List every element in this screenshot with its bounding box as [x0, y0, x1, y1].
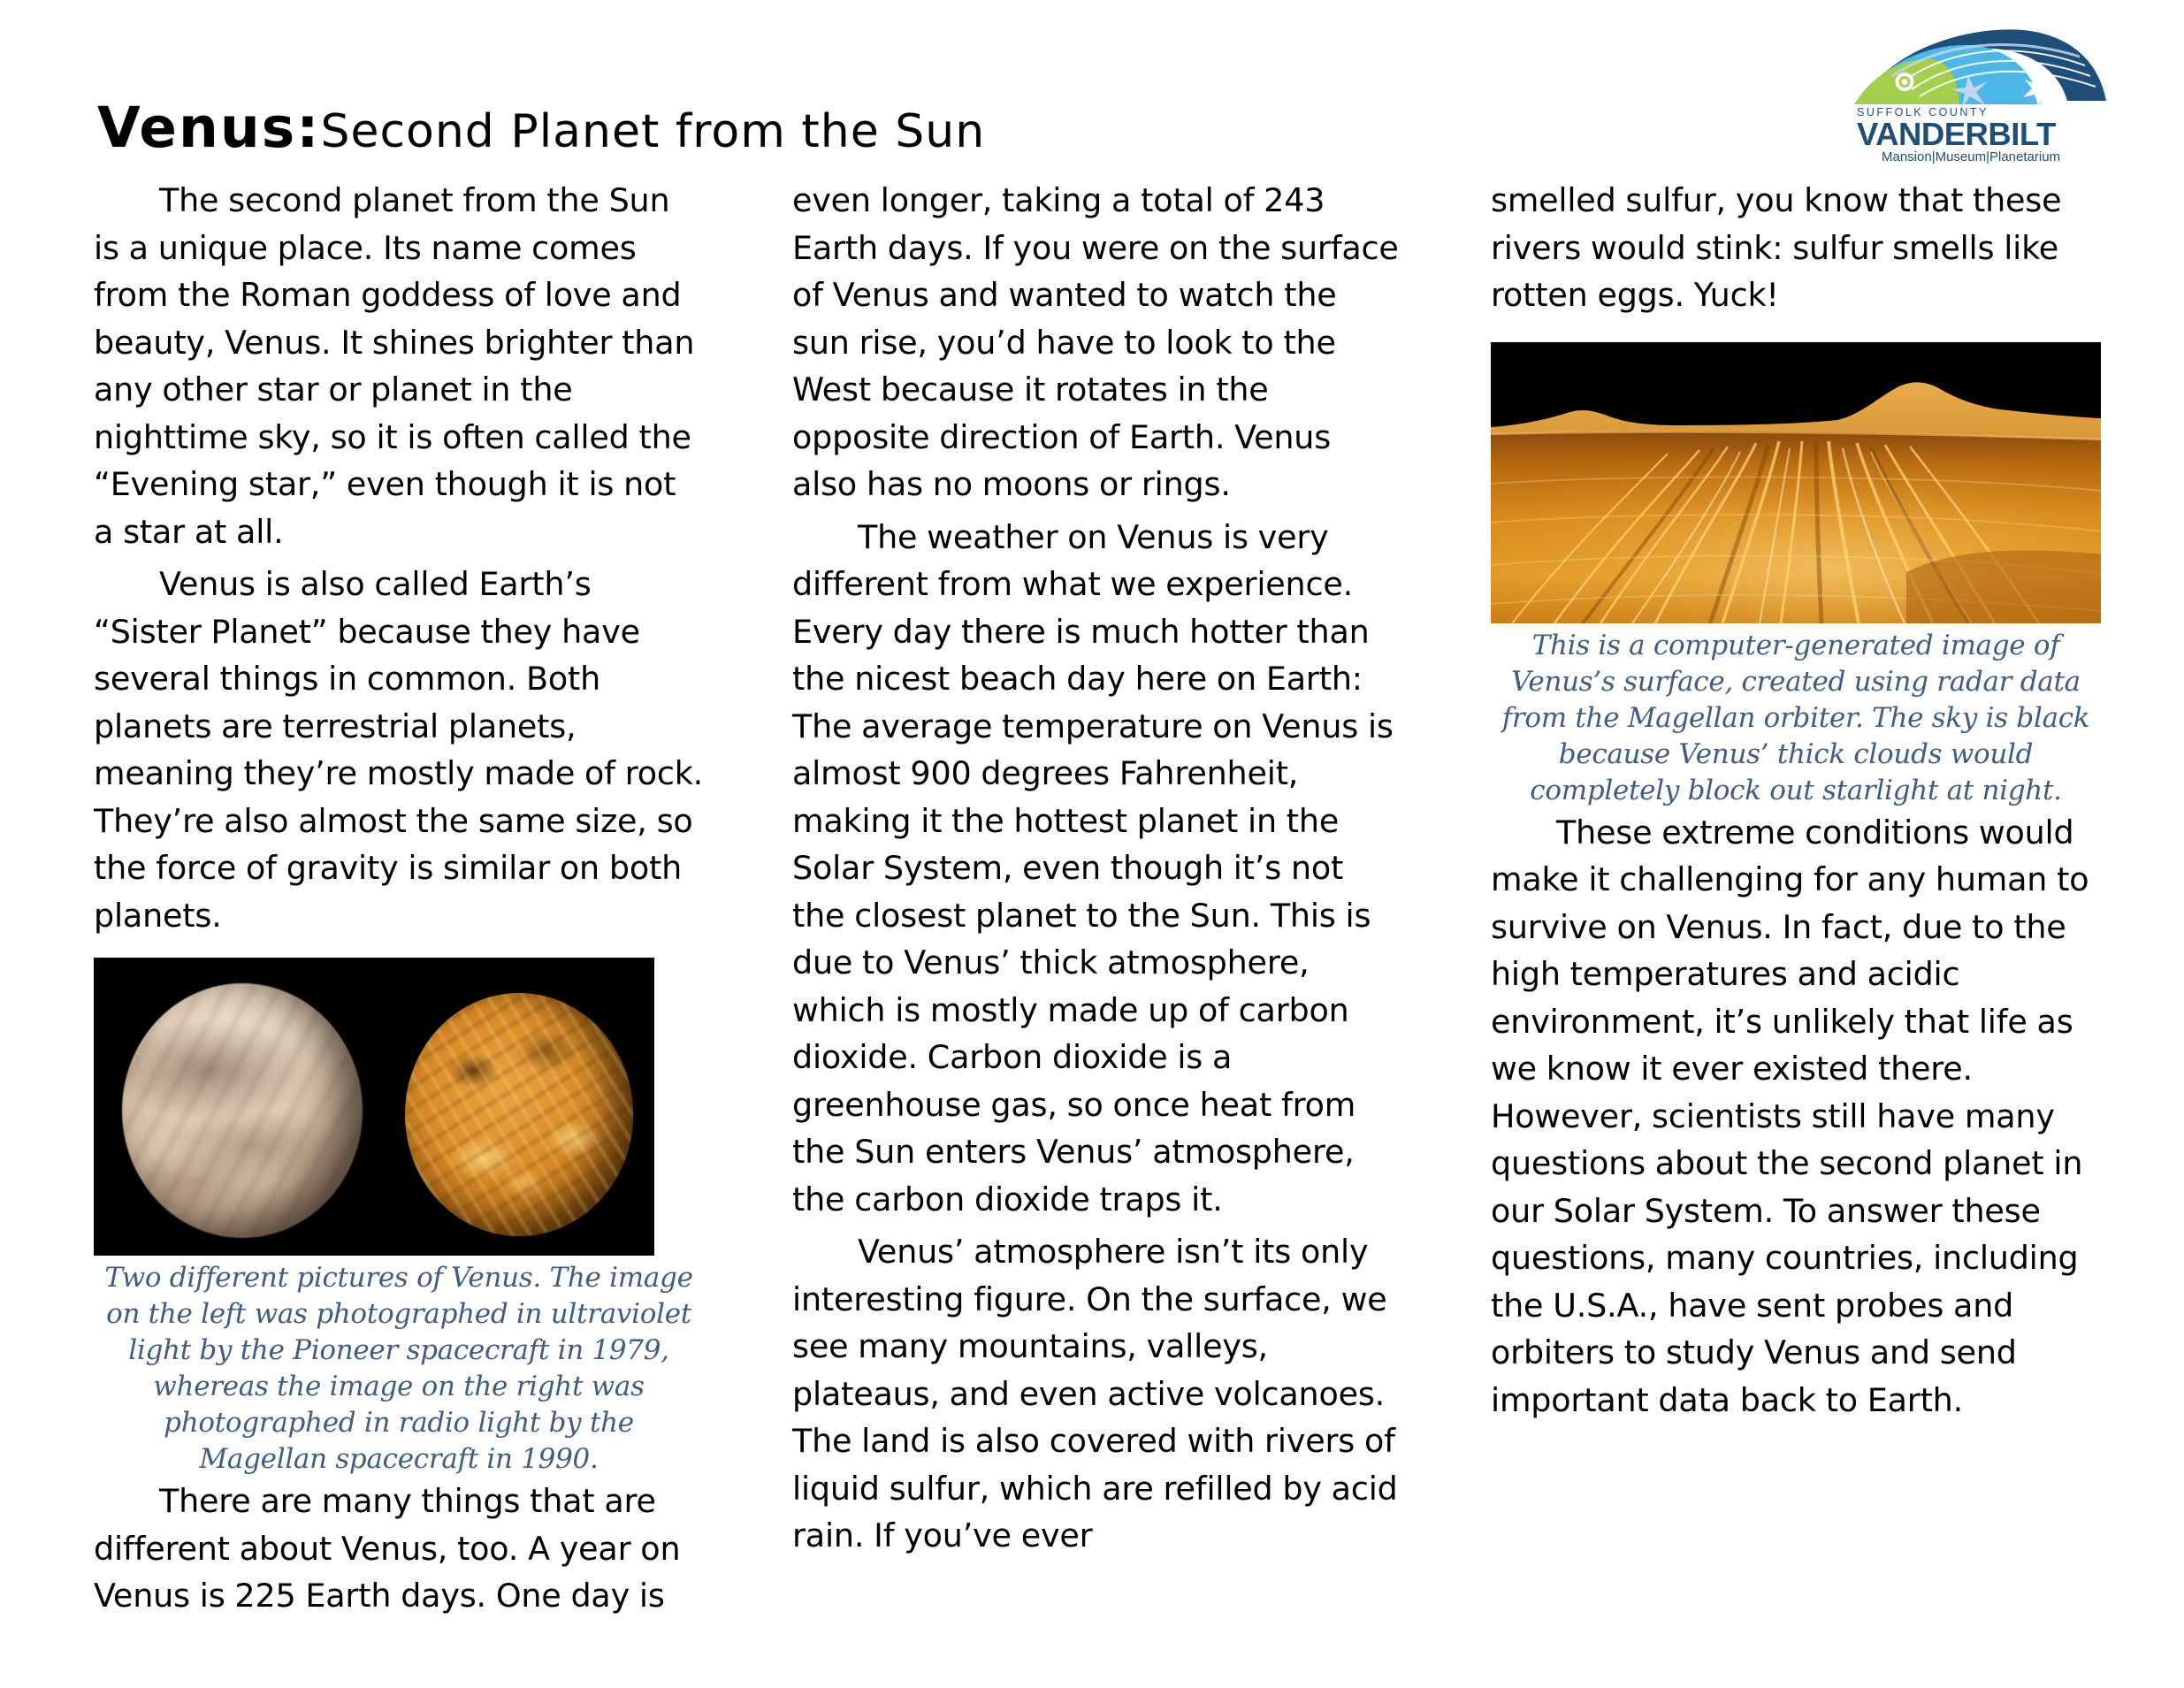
page-title-subtitle: Second Planet from the Sun — [320, 105, 986, 158]
column-2 — [792, 177, 1402, 1560]
column-3 — [1491, 177, 2101, 1424]
venus-two-views-figure — [94, 958, 704, 1478]
venus-radar-surface-image — [1491, 342, 2101, 623]
paragraph: smelled sulfur, you know that these rivers would stink: sulfur smells like rotten eggs. Yuck! — [1491, 181, 2062, 314]
logo-tagline-text: Mansion|Museum|Planetarium — [1882, 149, 2061, 164]
paragraph: There are many things that are different about Venus, too. A year on Venus is 225 Earth days. One day is — [94, 1482, 681, 1615]
paragraph: These extreme conditions would make it challenging for any human to survive on Venus. In fact, due to the high temperatures and acidic environment, it’s unlikely that life as we know it ever existed there. However, scientists still have many questions about the second planet in our Solar System. To answer these questions, many countries, including the U.S.A., have sent probes and orbiters to study Venus and send important data back to Earth. — [1491, 813, 2089, 1419]
article-columns — [0, 177, 2184, 1688]
venus-two-views-image — [94, 958, 654, 1256]
paragraph: even longer, taking a total of 243 Earth days. If you were on the surface of Venus and wanted to watch the sun rise, you’d have to look to the West because it rotates in the opposite direction of Earth. Venus also has no moons or rings. — [792, 181, 1399, 503]
paragraph: Venus’ atmosphere isn’t its only interesting figure. On the surface, we see many mountains, valleys, plateaus, and even active volcanoes. The land is also covered with rivers of liquid sulfur, which are refilled by acid rain. If you’ve ever — [792, 1233, 1398, 1554]
paragraph: The second planet from the Sun is a unique place. Its name comes from the Roman goddess of love and beauty, Venus. It shines brighter than any other star or planet in the nighttime sky, so it is often called the “Evening star,” even though it is not a star at all. — [94, 181, 695, 551]
page-title-main: Venus: — [97, 95, 321, 160]
radar-terrain-graphic — [1491, 342, 2101, 623]
sun-icon — [1896, 73, 1914, 91]
venus-radar-surface-figure — [1491, 342, 2101, 809]
paragraph: The weather on Venus is very different from what we experience. Every day there is much hotter than the nicest beach day here on Earth: The average temperature on Venus is almost 900 degrees Fahrenheit, making it the hottest planet in the Solar System, even though it’s not the closest planet to the Sun. This is due to Venus’ thick atmosphere, which is mostly made up of carbon dioxide. Carbon dioxide is a greenhouse gas, so once heat from the Sun enters Venus’ atmosphere, the carbon dioxide traps it. — [792, 517, 1394, 1218]
logo-vanderbilt-text: VANDERBILT — [1857, 116, 2056, 152]
paragraph: Venus is also called Earth’s “Sister Planet” because they have several things in common. Both planets are terrestrial planets, meaning they’re mostly made of rock. They’re also almost the same size, so the force of gravity is similar on both planets. — [94, 565, 704, 935]
column-1 — [94, 177, 704, 1620]
vanderbilt-logo — [1837, 23, 2111, 164]
venus-radar-globe — [405, 993, 633, 1236]
page-header — [0, 0, 2184, 186]
logo-suffolk-county-text: SUFFOLK COUNTY — [1857, 106, 1989, 118]
venus-ultraviolet-globe — [122, 983, 363, 1238]
figure-caption: This is a computer-generated image of Venus’s surface, created using radar data from the Magellan orbiter. The sky is black because Venus’ thick clouds would completely block out starlight at night. — [1501, 629, 2090, 806]
page-title — [97, 95, 985, 160]
figure-caption: Two different pictures of Venus. The image on the left was photographed in ultraviolet light by the Pioneer spacecraft in 1979, whereas the image on the right was photographed in radio light by the Magellan spacecraft in 1990. — [104, 1262, 693, 1475]
